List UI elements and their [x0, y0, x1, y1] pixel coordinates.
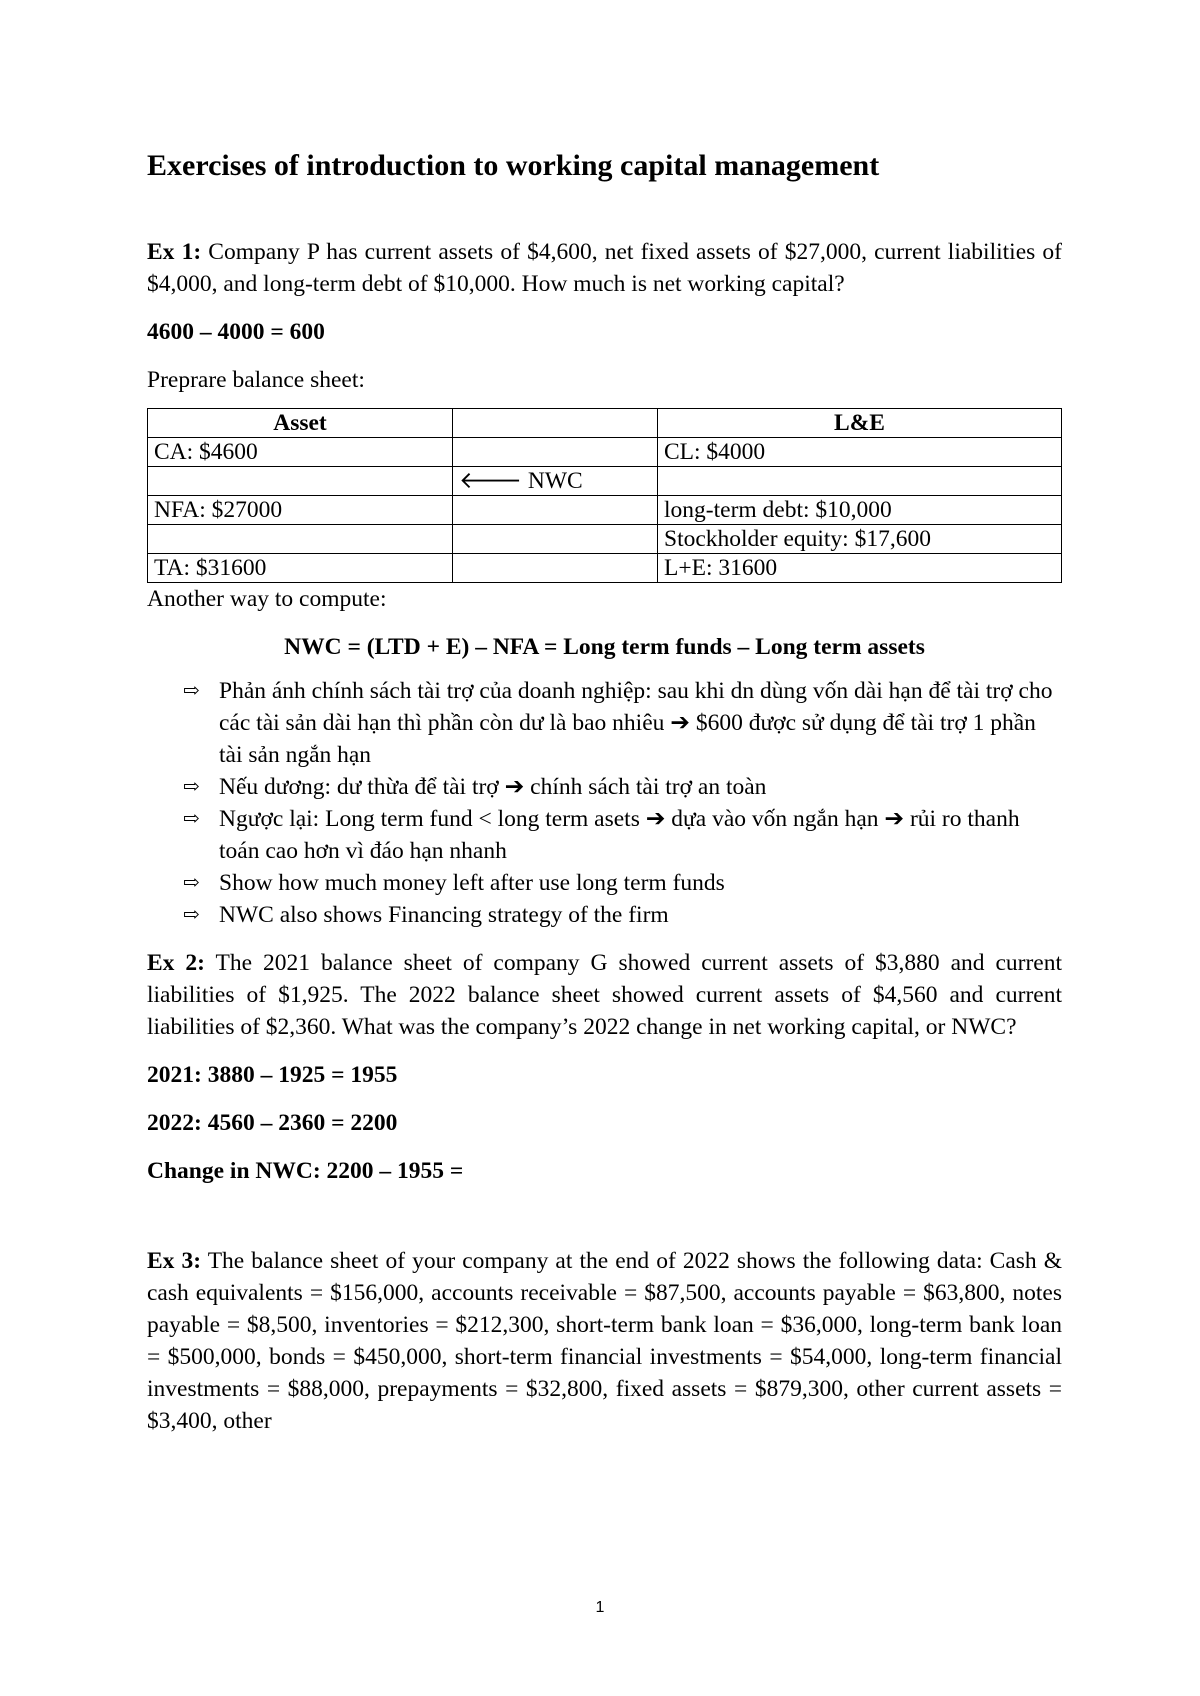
list-item	[147, 675, 1062, 771]
right-arrow-icon: ⇨	[183, 680, 200, 702]
ex2-question	[147, 947, 1062, 1043]
ex1-answer-text: 4600 – 4000 = 600	[147, 319, 325, 345]
ex2-line-change-text: Change in NWC: 2200 – 1955 =	[147, 1158, 464, 1184]
table-cell: long-term debt: $10,000	[658, 496, 1062, 525]
ex2-line-2022-text: 2022: 4560 – 2360 = 2200	[147, 1110, 398, 1136]
right-arrow-icon: ⇨	[183, 872, 200, 894]
document-content	[147, 146, 1062, 1437]
nwc-formula: NWC = (LTD + E) – NFA = Long term funds – Long term assets	[284, 634, 925, 660]
document-title: Exercises of introduction to working capital management	[147, 149, 880, 182]
table-cell	[148, 467, 453, 496]
table-cell: NFA: $27000	[148, 496, 453, 525]
ex2-line-2021	[147, 1059, 1062, 1091]
list-item	[147, 771, 1062, 803]
right-arrow-icon: ⇨	[183, 904, 200, 926]
list-item-text: NWC also shows Financing strategy of the firm	[219, 902, 669, 928]
table-cell: CA: $4600	[148, 438, 453, 467]
ex2-line-2022	[147, 1107, 1062, 1139]
ex1-answer	[147, 316, 1062, 348]
explanation-list	[147, 675, 1062, 931]
table-cell	[658, 467, 1062, 496]
right-arrow-icon: ⇨	[183, 776, 200, 798]
ex3-label: Ex 3:	[147, 1248, 202, 1274]
table-header-row	[148, 409, 1062, 438]
header-asset: Asset	[148, 409, 453, 438]
ex2-line-change	[147, 1155, 1062, 1187]
list-item	[147, 803, 1062, 867]
table-row	[148, 467, 1062, 496]
ex1-prepare-label: Preprare balance sheet:	[147, 367, 365, 393]
ex1-text: Company P has current assets of $4,600, net fixed assets of $27,000, current liabilities of $4,000, and long-term debt of $10,000. How much is net working capital?	[147, 239, 1062, 297]
ex1-label: Ex 1:	[147, 239, 202, 265]
list-item-text: Nếu dương: dư thừa để tài trợ ➔ chính sách tài trợ an toàn	[219, 774, 767, 800]
table-cell	[453, 525, 658, 554]
ex1-question	[147, 236, 1062, 300]
table-cell	[453, 438, 658, 467]
ex3-question	[147, 1245, 1062, 1437]
ex2-label: Ex 2:	[147, 950, 205, 976]
table-cell: CL: $4000	[658, 438, 1062, 467]
table-row	[148, 496, 1062, 525]
list-item-text: Ngược lại: Long term fund < long term asets ➔ dựa vào vốn ngắn hạn ➔ rủi ro thanh toán cao hơn vì đáo hạn nhanh	[219, 806, 1020, 864]
table-row	[148, 525, 1062, 554]
table-cell	[453, 554, 658, 583]
header-le: L&E	[658, 409, 1062, 438]
table-cell	[148, 525, 453, 554]
table-row	[148, 438, 1062, 467]
list-item	[147, 867, 1062, 899]
table-cell: TA: $31600	[148, 554, 453, 583]
list-item	[147, 899, 1062, 931]
page-number: 1	[595, 1599, 605, 1616]
list-item-text: Show how much money left after use long term funds	[219, 870, 725, 896]
another-way-label: Another way to compute:	[147, 586, 387, 612]
ex2-line-2021-text: 2021: 3880 – 1925 = 1955	[147, 1062, 398, 1088]
table-cell: L+E: 31600	[658, 554, 1062, 583]
ex2-text: The 2021 balance sheet of company G showed current assets of $3,880 and current liabilities of $1,925. The 2022 balance sheet showed current assets of $4,560 and current liabilities of $2,360. What was the company’s 2022 change in net working capital, or NWC?	[147, 950, 1063, 1040]
right-arrow-icon: ⇨	[183, 808, 200, 830]
table-row	[148, 554, 1062, 583]
ex3-text: The balance sheet of your company at the end of 2022 shows the following data: Cash & cash equivalents = $156,000, accounts receivable = $87,500, accounts payable = $63,800, notes payable = $8,500, inventories = $212,300, short-term bank loan = $36,000, long-term bank loan = $500,000, bonds = $450,000, short-term financial investments = $54,000, long-term financial investments = $88,000, prepayments = $32,800, fixed assets = $879,300, other current assets = $3,400, other	[147, 1248, 1062, 1434]
table-cell	[453, 496, 658, 525]
table-cell: Stockholder equity: $17,600	[658, 525, 1062, 554]
header-middle	[453, 409, 658, 438]
list-item-text: Phản ánh chính sách tài trợ của doanh nghiệp: sau khi dn dùng vốn dài hạn để tài trợ cho các tài sản dài hạn thì phần còn dư là bao nhiêu ➔ $600 được sử dụng để tài trợ 1 phần tài sản ngắn hạn	[219, 678, 1053, 768]
nwc-arrow-cell: 🡐 NWC	[453, 467, 658, 496]
balance-sheet-table	[147, 408, 1062, 583]
